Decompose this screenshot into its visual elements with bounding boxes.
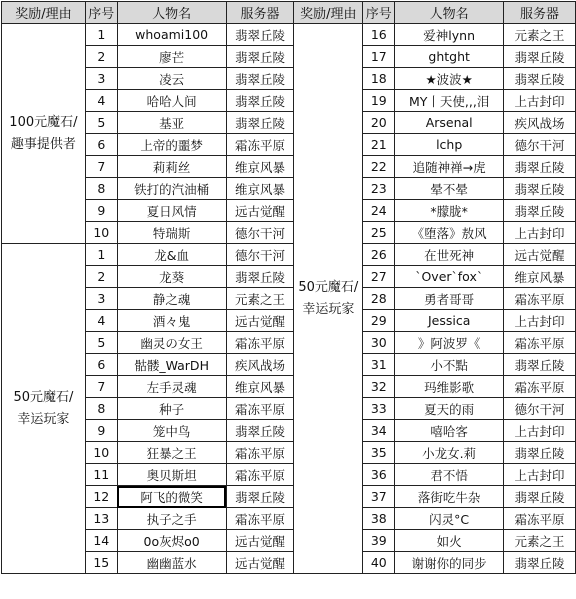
row-number: 2	[85, 266, 117, 288]
table-row	[2, 486, 576, 508]
server-name: 翡翠丘陵	[226, 420, 294, 442]
server-name: 维京风暴	[226, 156, 294, 178]
header-server: 服务器	[226, 2, 294, 24]
header-no: 序号	[363, 2, 395, 24]
server-name: 翡翠丘陵	[226, 90, 294, 112]
character-name: 爱神lynn	[395, 24, 504, 46]
server-name: 霜冻平原	[226, 464, 294, 486]
server-name: 霜冻平原	[226, 508, 294, 530]
character-name: `Over`fox`	[395, 266, 504, 288]
server-name: 翡翠丘陵	[504, 552, 576, 574]
server-name: 德尔干河	[226, 222, 294, 244]
row-number: 24	[363, 200, 395, 222]
character-name: 龙葵	[117, 266, 226, 288]
table-row	[2, 244, 576, 266]
row-number: 26	[363, 244, 395, 266]
row-number: 25	[363, 222, 395, 244]
row-number: 28	[363, 288, 395, 310]
row-number: 32	[363, 376, 395, 398]
character-name: 幽幽蓝水	[117, 552, 226, 574]
character-name: 小不點	[395, 354, 504, 376]
row-number: 2	[85, 46, 117, 68]
reward-label: 幸运玩家	[302, 301, 355, 317]
server-name: 翡翠丘陵	[504, 442, 576, 464]
character-name: 小龙女.莉	[395, 442, 504, 464]
row-number: 8	[85, 398, 117, 420]
row-number: 11	[85, 464, 117, 486]
character-name: 廖芒	[117, 46, 226, 68]
character-name: 莉莉丝	[117, 156, 226, 178]
character-name: 静之魂	[117, 288, 226, 310]
row-number: 13	[85, 508, 117, 530]
reward-label: 100元魔石/	[9, 114, 78, 130]
row-number: 3	[85, 288, 117, 310]
row-number: 6	[85, 354, 117, 376]
reward-label: 幸运玩家	[17, 411, 70, 427]
server-name: 翡翠丘陵	[504, 354, 576, 376]
character-name: MY丨天使,,,泪	[395, 90, 504, 112]
row-number: 33	[363, 398, 395, 420]
row-number: 1	[85, 24, 117, 46]
row-number: 19	[363, 90, 395, 112]
row-number: 39	[363, 530, 395, 552]
table-row	[2, 68, 576, 90]
header-no: 序号	[85, 2, 117, 24]
row-number: 3	[85, 68, 117, 90]
table-row	[2, 332, 576, 354]
reward-cell	[294, 24, 363, 574]
row-number: 15	[85, 552, 117, 574]
row-number: 29	[363, 310, 395, 332]
header-name: 人物名	[395, 2, 504, 24]
character-name: 闪灵°C	[395, 508, 504, 530]
header-server: 服务器	[504, 2, 576, 24]
character-name: Jessica	[395, 310, 504, 332]
server-name: 元素之王	[504, 24, 576, 46]
row-number: 4	[85, 310, 117, 332]
row-number: 12	[85, 486, 117, 508]
header-row	[2, 2, 576, 24]
server-name: 翡翠丘陵	[226, 68, 294, 90]
row-number: 17	[363, 46, 395, 68]
character-name: 幽灵の女王	[117, 332, 226, 354]
character-name: 执子之手	[117, 508, 226, 530]
server-name: 维京风暴	[226, 376, 294, 398]
row-number: 37	[363, 486, 395, 508]
character-name: 种子	[117, 398, 226, 420]
server-name: 霜冻平原	[504, 288, 576, 310]
character-name: 晕不晕	[395, 178, 504, 200]
character-name: Arsenal	[395, 112, 504, 134]
server-name: 德尔干河	[504, 398, 576, 420]
table-row	[2, 530, 576, 552]
server-name: 翡翠丘陵	[504, 486, 576, 508]
server-name: 翡翠丘陵	[226, 266, 294, 288]
table-row	[2, 222, 576, 244]
server-name: 翡翠丘陵	[504, 156, 576, 178]
character-name: 》阿波罗《	[395, 332, 504, 354]
server-name: 维京风暴	[226, 178, 294, 200]
character-name: 谢谢你的同步	[395, 552, 504, 574]
character-name: 落街吃牛杂	[395, 486, 504, 508]
server-name: 远古觉醒	[226, 200, 294, 222]
row-number: 23	[363, 178, 395, 200]
character-name: 在世死神	[395, 244, 504, 266]
server-name: 翡翠丘陵	[504, 178, 576, 200]
character-name: 铁打的汽油桶	[117, 178, 226, 200]
server-name: 维京风暴	[504, 266, 576, 288]
character-name: 哈哈人间	[117, 90, 226, 112]
winners-table	[1, 1, 576, 574]
character-name: lchp	[395, 134, 504, 156]
server-name: 霜冻平原	[226, 442, 294, 464]
server-name: 霜冻平原	[504, 332, 576, 354]
character-name: 夏日风情	[117, 200, 226, 222]
row-number: 35	[363, 442, 395, 464]
row-number: 31	[363, 354, 395, 376]
character-name: 骷髅_WarDH	[117, 354, 226, 376]
table-row	[2, 354, 576, 376]
server-name: 霜冻平原	[226, 134, 294, 156]
row-number: 7	[85, 156, 117, 178]
server-name: 翡翠丘陵	[226, 46, 294, 68]
row-number: 20	[363, 112, 395, 134]
server-name: 上古封印	[504, 222, 576, 244]
server-name: 翡翠丘陵	[504, 200, 576, 222]
table-row	[2, 442, 576, 464]
row-number: 40	[363, 552, 395, 574]
row-number: 38	[363, 508, 395, 530]
row-number: 8	[85, 178, 117, 200]
table-row	[2, 156, 576, 178]
header-reward: 奖励/理由	[2, 2, 86, 24]
table-row	[2, 200, 576, 222]
server-name: 元素之王	[504, 530, 576, 552]
server-name: 翡翠丘陵	[226, 112, 294, 134]
reward-label: 趣事提供者	[10, 136, 76, 152]
server-name: 上古封印	[504, 464, 576, 486]
character-name: 基亚	[117, 112, 226, 134]
row-number: 5	[85, 112, 117, 134]
row-number: 18	[363, 68, 395, 90]
server-name: 翡翠丘陵	[226, 24, 294, 46]
table-row	[2, 376, 576, 398]
table-row	[2, 552, 576, 574]
character-name: ★波波★	[395, 68, 504, 90]
server-name: 远古觉醒	[504, 244, 576, 266]
header-name: 人物名	[117, 2, 226, 24]
row-number: 9	[85, 420, 117, 442]
table-row	[2, 24, 576, 46]
server-name: 远古觉醒	[226, 552, 294, 574]
character-name: 如火	[395, 530, 504, 552]
table-row	[2, 288, 576, 310]
row-number: 6	[85, 134, 117, 156]
server-name: 霜冻平原	[226, 398, 294, 420]
server-name: 翡翠丘陵	[226, 486, 294, 508]
row-number: 34	[363, 420, 395, 442]
row-number: 1	[85, 244, 117, 266]
reward-cell	[2, 24, 86, 244]
server-name: 上古封印	[504, 90, 576, 112]
server-name: 霜冻平原	[504, 376, 576, 398]
character-name: 上帝的噩梦	[117, 134, 226, 156]
character-name: 勇者哥哥	[395, 288, 504, 310]
character-name: 阿飞的微笑	[117, 486, 226, 508]
row-number: 7	[85, 376, 117, 398]
table-row	[2, 310, 576, 332]
header-reward: 奖励/理由	[294, 2, 363, 24]
table-row	[2, 90, 576, 112]
character-name: 夏天的雨	[395, 398, 504, 420]
reward-label: 50元魔石/	[298, 279, 359, 295]
row-number: 21	[363, 134, 395, 156]
table-row	[2, 46, 576, 68]
character-name: 君不悟	[395, 464, 504, 486]
character-name: 狂暴之王	[117, 442, 226, 464]
server-name: 翡翠丘陵	[504, 46, 576, 68]
table-row	[2, 398, 576, 420]
character-name: 凌云	[117, 68, 226, 90]
table-row	[2, 178, 576, 200]
row-number: 4	[85, 90, 117, 112]
server-name: 元素之王	[226, 288, 294, 310]
table-row	[2, 508, 576, 530]
table-row	[2, 464, 576, 486]
character-name: 左手灵魂	[117, 376, 226, 398]
character-name: ghtght	[395, 46, 504, 68]
character-name: 龙&血	[117, 244, 226, 266]
row-number: 30	[363, 332, 395, 354]
character-name: 特瑞斯	[117, 222, 226, 244]
server-name: 德尔干河	[226, 244, 294, 266]
server-name: 翡翠丘陵	[504, 68, 576, 90]
row-number: 22	[363, 156, 395, 178]
table-row	[2, 134, 576, 156]
row-number: 10	[85, 222, 117, 244]
server-name: 上古封印	[504, 310, 576, 332]
row-number: 36	[363, 464, 395, 486]
row-number: 10	[85, 442, 117, 464]
server-name: 霜冻平原	[504, 508, 576, 530]
character-name: 0o灰烬o0	[117, 530, 226, 552]
character-name: *朦胧*	[395, 200, 504, 222]
server-name: 疾风战场	[504, 112, 576, 134]
server-name: 霜冻平原	[226, 332, 294, 354]
table-row	[2, 112, 576, 134]
character-name: 酒々鬼	[117, 310, 226, 332]
character-name: 追随神禅→虎	[395, 156, 504, 178]
row-number: 16	[363, 24, 395, 46]
character-name: 《堕落》敖风	[395, 222, 504, 244]
character-name: whoami100	[117, 24, 226, 46]
reward-label: 50元魔石/	[13, 389, 74, 405]
character-name: 笼中鸟	[117, 420, 226, 442]
reward-cell	[2, 244, 86, 574]
server-name: 上古封印	[504, 420, 576, 442]
row-number: 14	[85, 530, 117, 552]
row-number: 9	[85, 200, 117, 222]
table-row	[2, 420, 576, 442]
row-number: 5	[85, 332, 117, 354]
server-name: 德尔干河	[504, 134, 576, 156]
table-row	[2, 266, 576, 288]
character-name: 玛维影歌	[395, 376, 504, 398]
row-number: 27	[363, 266, 395, 288]
server-name: 疾风战场	[226, 354, 294, 376]
server-name: 远古觉醒	[226, 530, 294, 552]
character-name: 嘻哈客	[395, 420, 504, 442]
character-name: 奥贝斯坦	[117, 464, 226, 486]
server-name: 远古觉醒	[226, 310, 294, 332]
